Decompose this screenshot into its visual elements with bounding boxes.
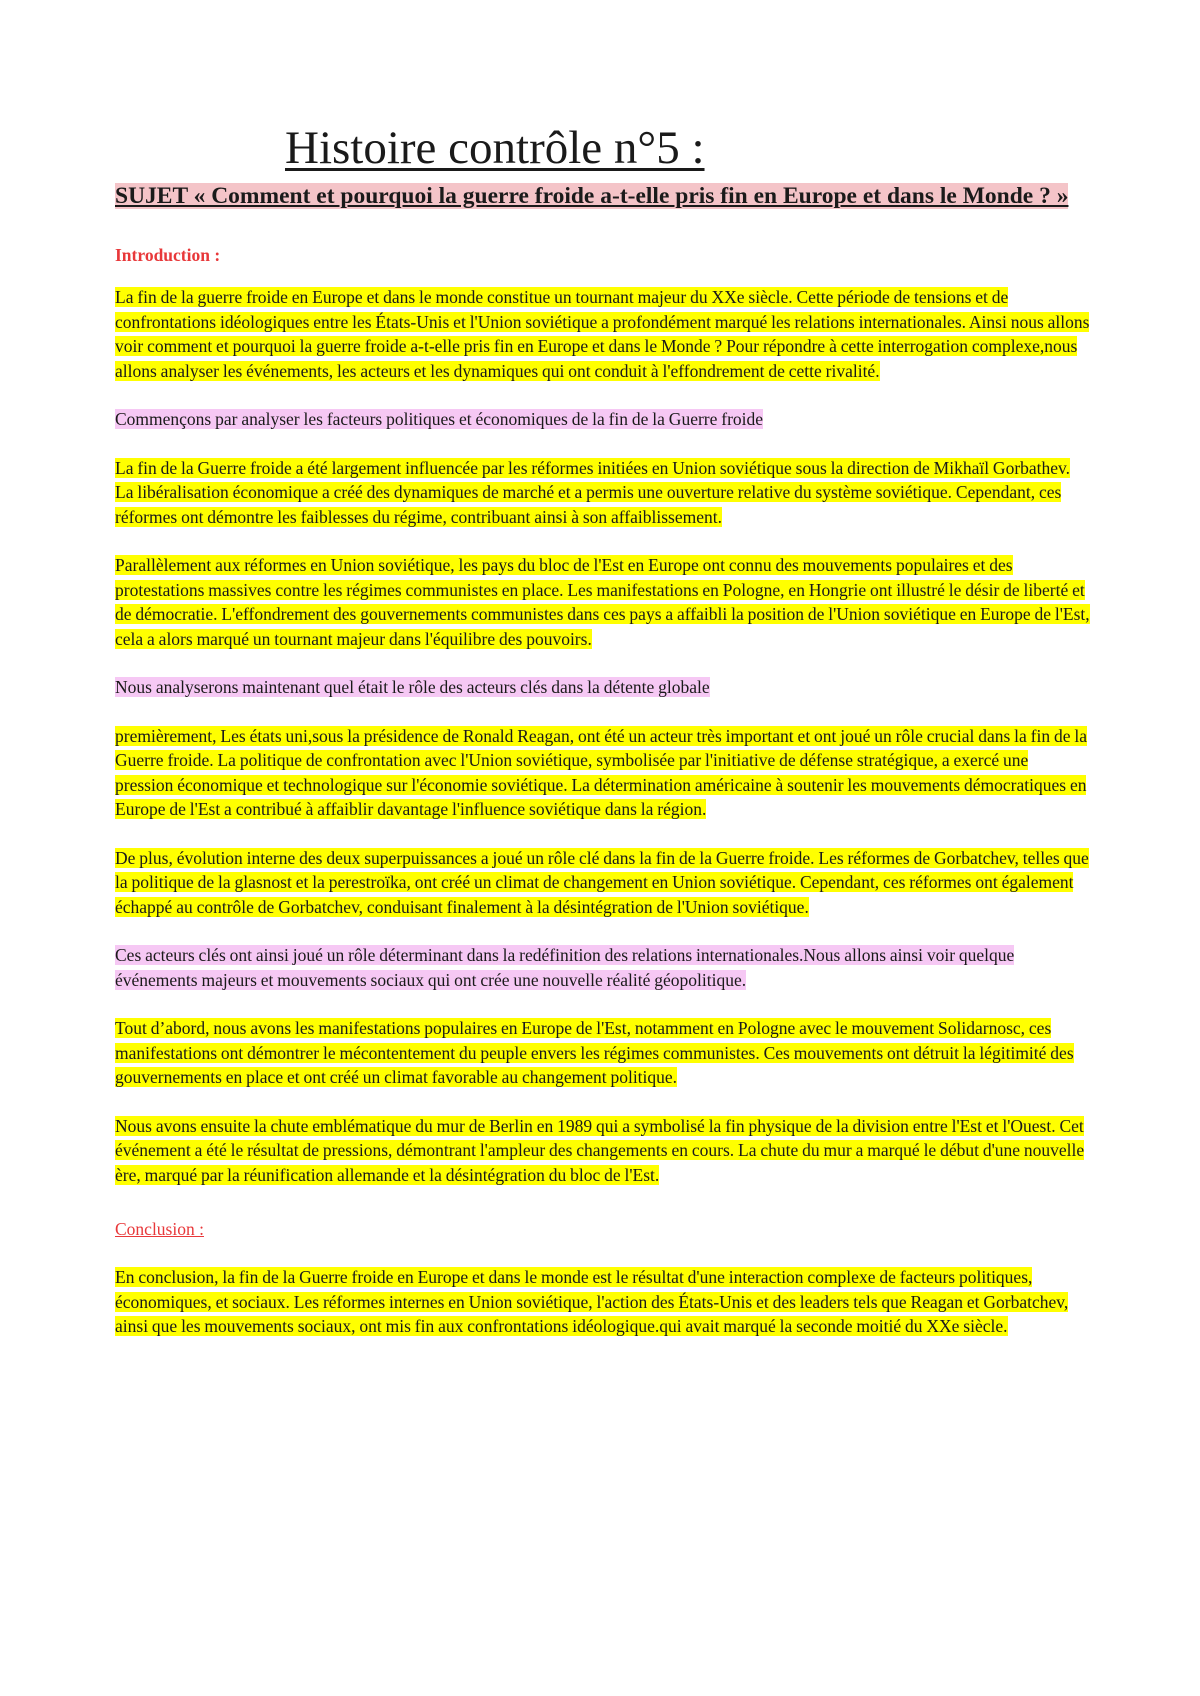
paragraph-text: La fin de la guerre froide en Europe et dans le monde constitue un tournant majeur du XXe siècle. Cette période de tensions et de confrontations idéologiques entre les États-Unis et l'Union soviétique a profondément marqué les relations internationales. Ainsi nous allons voir comment et pourquoi la guerre froide a-t-elle pris fin en Europe et dans le Monde ? Pour répondre à cette interrogation complexe,nous allons analyser les événements, les acteurs et les dynamiques qui ont conduit à l'effondrement de cette rivalité.: [115, 287, 1090, 381]
paragraph-text: Ces acteurs clés ont ainsi joué un rôle déterminant dans la redéfinition des relations internationales.Nous allons ainsi voir quelque événements majeurs et mouvements sociaux qui ont crée une nouvelle réalité géopolitique.: [115, 945, 1015, 990]
paragraph-transition-2: [115, 675, 1090, 700]
paragraph-text: En conclusion, la fin de la Guerre froide en Europe et dans le monde est le résultat d'une interaction complexe de facteurs politiques, économiques, et sociaux. Les réformes internes en Union soviétique, l'action des États-Unis et des leaders tels que Reagan et Gorbatchev, ainsi que les mouvements sociaux, ont mis fin aux confrontations idéologique.qui avait marqué la seconde moitié du XXe siècle.: [115, 1267, 1069, 1336]
paragraph-gorbatchev: [115, 846, 1090, 920]
paragraph-manifestations: [115, 1016, 1090, 1090]
paragraph-text: Nous avons ensuite la chute emblématique du mur de Berlin en 1989 qui a symbolisé la fin physique de la division entre l'Est et l'Ouest. Cet événement a été le résultat de pressions, démontrant l'ampleur des changements en cours. La chute du mur a marqué le début d'une nouvelle ère, marqué par la réunification allemande et la désintégration du bloc de l'Est.: [115, 1115, 1085, 1185]
paragraph-reagan: [115, 724, 1090, 822]
paragraph-transition-3: [115, 943, 1090, 992]
paragraph-introduction: [115, 285, 1090, 383]
paragraph-text: Parallèlement aux réformes en Union soviétique, les pays du bloc de l'Est en Europe ont connu des mouvements populaires et des protestations massives contre les régimes communistes en place. Les manifestations en Pologne, en Hongrie ont illustré le désir de liberté et de démocratie. L'effondrement des gouvernements communistes dans ces pays a affaibli la position de l'Union soviétique en Europe de l'Est, cela a alors marqué un tournant majeur dans l'équilibre des pouvoirs.: [115, 555, 1090, 649]
paragraph-text: Tout d’abord, nous avons les manifestations populaires en Europe de l'Est, notamment en Pologne avec le mouvement Solidarnosc, ces manifestations ont démontrer le mécontentement du peuple envers les régimes communistes. Ces mouvements ont détruit la légitimité des gouvernements en place et ont créé un climat favorable au changement politique.: [115, 1018, 1074, 1087]
paragraph-text: De plus, évolution interne des deux superpuissances a joué un rôle clé dans la fin de la Guerre froide. Les réformes de Gorbatchev, telles que la politique de la glasnost et la perestroïka, ont créé un climat de changement en Union soviétique. Cependant, ces réformes ont également échappé au contrôle de Gorbatchev, conduisant finalement à la désintégration de l'Union soviétique.: [115, 847, 1089, 917]
paragraph-text: Commençons par analyser les facteurs politiques et économiques de la fin de la Guerre froide: [115, 409, 764, 429]
document-title: Histoire contrôle n°5 :: [285, 122, 705, 174]
paragraph-bloc-est: [115, 553, 1090, 651]
paragraph-text: premièrement, Les états uni,sous la présidence de Ronald Reagan, ont été un acteur très important et ont joué un rôle crucial dans la fin de la Guerre froide. La politique de confrontation avec l'Union soviétique, symbolisée par l'initiative de défense stratégique, a exercé une pression économique et technologique sur l'économie soviétique. La détermination américaine à soutenir les mouvements démocratiques en Europe de l'Est a contribué à affaiblir davantage l'influence soviétique dans la région.: [115, 725, 1088, 819]
introduction-heading: Introduction :: [115, 245, 221, 265]
subject-text: SUJET « Comment et pourquoi la guerre froide a-t-elle pris fin en Europe et dans le Monde ? »: [115, 183, 1069, 209]
paragraph-text: La fin de la Guerre froide a été largement influencée par les réformes initiées en Union soviétique sous la direction de Mikhaïl Gorbathev. La libéralisation économique a créé des dynamiques de marché et a permis une ouverture relative du système soviétique. Cependant, ces réformes ont démontre les faiblesses du régime, contribuant ainsi à son affaiblissement.: [115, 457, 1071, 527]
subject-heading: [115, 180, 1090, 213]
conclusion-heading: Conclusion :: [115, 1219, 204, 1239]
paragraph-conclusion: [115, 1265, 1090, 1339]
paragraph-mur-berlin: [115, 1114, 1090, 1188]
document-page: [115, 0, 1090, 1339]
paragraph-text: Nous analyserons maintenant quel était le rôle des acteurs clés dans la détente globale: [115, 677, 710, 697]
paragraph-reformes: [115, 456, 1090, 530]
paragraph-transition-1: [115, 407, 1090, 432]
